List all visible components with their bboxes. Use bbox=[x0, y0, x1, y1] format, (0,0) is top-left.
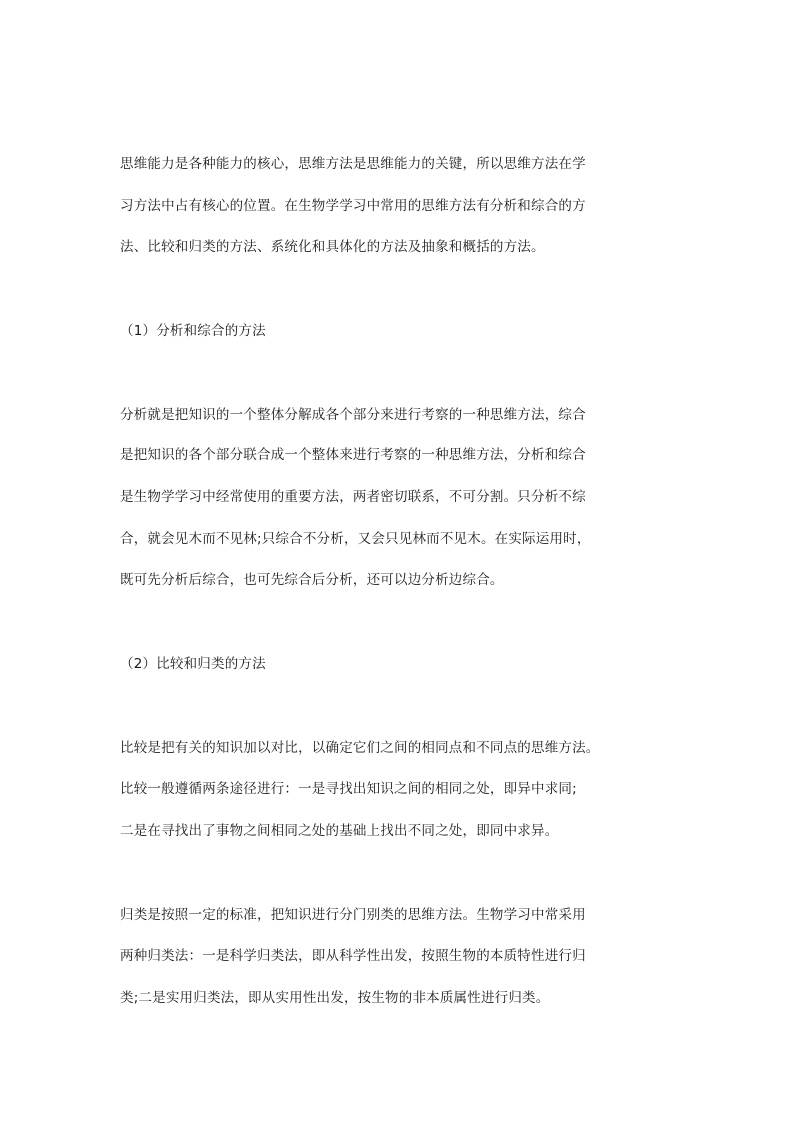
section2-para1-line-1: 比较是把有关的知识加以对比，以确定它们之间的相同点和不同点的思维方法。 bbox=[120, 740, 600, 756]
section2-para2-line-3: 类;二是实用归类法，即从实用性出发，按生物的非本质属性进行归类。 bbox=[120, 990, 550, 1006]
section1-line-3: 是生物学学习中经常使用的重要方法，两者密切联系，不可分割。只分析不综 bbox=[120, 489, 586, 505]
intro-line-3: 法、比较和归类的方法、系统化和具体化的方法及抽象和概括的方法。 bbox=[120, 239, 545, 255]
section2-para1-line-2: 比较一般遵循两条途径进行：一是寻找出知识之间的相同之处，即异中求同; bbox=[120, 781, 577, 797]
section1-line-2: 是把知识的各个部分联合成一个整体来进行考察的一种思维方法，分析和综合 bbox=[120, 447, 586, 463]
section1-line-4: 合，就会见木而不见林;只综合不分析，又会只见林而不见木。在实际运用时， bbox=[120, 531, 591, 547]
intro-line-1: 思维能力是各种能力的核心，思维方法是思维能力的关键，所以思维方法在学 bbox=[120, 156, 586, 172]
section2-heading: （2）比较和归类的方法 bbox=[120, 656, 266, 672]
section1-line-1: 分析就是把知识的一个整体分解成各个部分来进行考察的一种思维方法，综合 bbox=[120, 407, 586, 423]
section2-para1-line-3: 二是在寻找出了事物之间相同之处的基础上找出不同之处，即同中求异。 bbox=[120, 823, 559, 839]
section1-line-5: 既可先分析后综合，也可先综合后分析，还可以边分析边综合。 bbox=[120, 572, 504, 588]
section2-para2-line-2: 两种归类法：一是科学归类法，即从科学性出发，按照生物的本质特性进行归 bbox=[120, 948, 586, 964]
section1-heading: （1）分析和综合的方法 bbox=[120, 323, 266, 339]
intro-line-2: 习方法中占有核心的位置。在生物学学习中常用的思维方法有分析和综合的方 bbox=[120, 198, 586, 214]
section2-para2-line-1: 归类是按照一定的标准，把知识进行分门别类的思维方法。生物学习中常采用 bbox=[120, 907, 586, 923]
